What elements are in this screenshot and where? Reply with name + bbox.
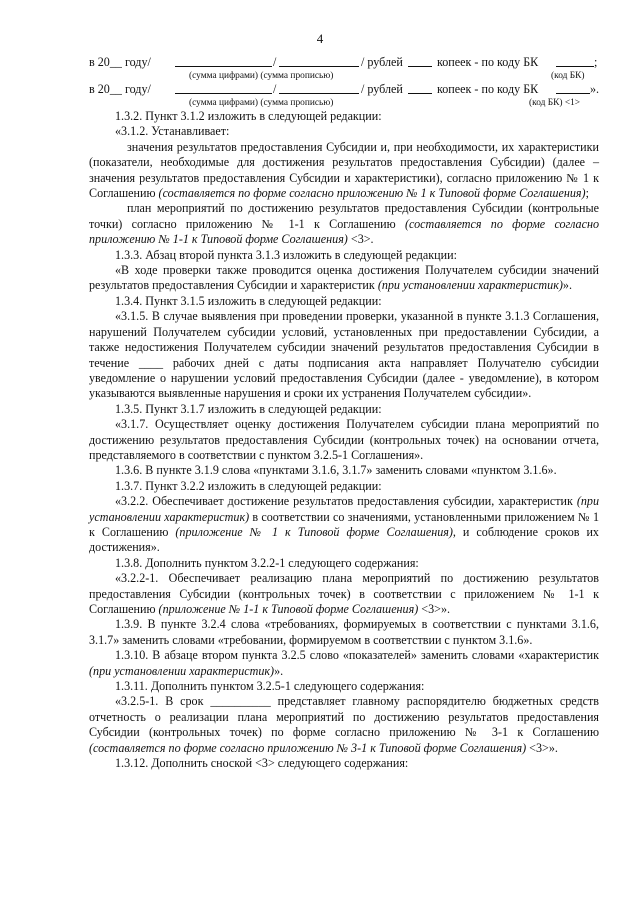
paragraph-text: в соответствии со значениями, установленными приложением № 1 к Соглашению xyxy=(89,509,599,539)
paragraph-text: «3.2.2. Обеспечивает достижение результатов предоставления субсидии, характеристик xyxy=(115,494,577,509)
paragraph-1-3-7 xyxy=(89,479,599,494)
paragraph-3-1-5-text xyxy=(89,309,599,401)
budget-line-1 xyxy=(89,55,599,69)
paragraph-3-1-2-plan xyxy=(89,201,599,247)
paragraph-text: , и соблюдение сроков их достижения». xyxy=(89,524,599,555)
paragraph-text: 1.3.11. Дополнить пунктом 3.2.5-1 следующего содержания: xyxy=(115,679,425,694)
paragraph-text: ». xyxy=(562,278,572,293)
budget-line-2-kop-blank xyxy=(408,82,432,94)
paragraph-text: 1.3.12. Дополнить сноской <3> следующего содержания: xyxy=(115,756,409,771)
paragraph-1-3-9 xyxy=(89,617,599,648)
budget-line-1-caption-sum: (сумма цифрами) (сумма прописью) xyxy=(189,71,334,81)
paragraph-italic-note: (приложение № 1-1 к Типовой форме Соглашения) xyxy=(158,602,419,616)
paragraph-text: 1.3.10. В абзаце втором пункта 3.2.5 слово «показателей» заменить словами «характеристик xyxy=(115,648,599,663)
budget-line-2-kop: копеек - по коду БК xyxy=(437,82,539,96)
paragraph-3-1-2-intro xyxy=(89,124,599,139)
paragraph-1-3-4 xyxy=(89,294,599,309)
budget-line-1-kbk-blank xyxy=(556,55,594,67)
paragraph-text: «В ходе проверки также проводится оценка достижения Получателем субсидии значений результатов предоставления Субсидии и характеристик xyxy=(89,263,599,293)
budget-line-1-sum-digits-blank xyxy=(175,55,272,67)
paragraph-text: ; xyxy=(585,186,589,201)
paragraph-1-3-12 xyxy=(89,756,599,771)
paragraph-text: «3.1.5. В случае выявления при проведении проверки, указанной в пункте 3.1.3 Соглашения, нарушений Получателем субсидии условий, установленных при предоставлении Субсидии, а также недостижения Получателем субсидии значений результатов предоставления Субсидии в течение ____ рабочих дней с даты подписания акта направляет Получателю субсидии уведомление о нарушении условий предоставления Субсидии (далее - уведомление), в котором указываются выявленные нарушения и сроки их устранения Получателем субсидии». xyxy=(89,309,599,401)
paragraph-text: ». xyxy=(274,663,284,678)
budget-line-2-sep: / xyxy=(273,82,277,96)
paragraph-1-3-10 xyxy=(89,648,599,679)
budget-line-2-caption-kbk: (код БК) <1> xyxy=(529,98,581,108)
paragraph-text: 1.3.9. В пункте 3.2.4 слова «требованиях, формируемых в соответствии с пунктами 3.1.6, 3.1.7» заменить словами «требовании, формируемом в соответствии с пунктом 3.1.6». xyxy=(89,617,599,647)
paragraph-text: 1.3.8. Дополнить пунктом 3.2.2-1 следующего содержания: xyxy=(115,555,419,570)
paragraph-italic-note: (при установлении характеристик) xyxy=(377,278,563,293)
paragraph-text: 1.3.6. В пункте 3.1.9 слова «пунктами 3.1.6, 3.1.7» заменить словами «пунктом 3.1.6». xyxy=(115,463,557,478)
document-body xyxy=(89,55,599,771)
budget-line-1-kop: копеек - по коду БК xyxy=(437,55,539,69)
paragraph-italic-note: (при установлении характеристик) xyxy=(89,663,275,678)
paragraph-italic-note: (составляется по форме согласно приложению № 1 к Типовой форме Соглашения) xyxy=(158,186,586,201)
paragraph-italic-note: (составляется по форме согласно приложению № 1-1 к Типовой форме Соглашения) xyxy=(89,216,599,247)
paragraph-text: <3>». xyxy=(418,602,451,616)
paragraph-3-1-7-text xyxy=(89,417,599,463)
paragraph-italic-note: (при установлении характеристик) xyxy=(89,494,599,524)
budget-line-1-kop-blank xyxy=(408,55,432,67)
paragraph-3-1-2-values xyxy=(89,140,599,202)
budget-line-2-year: в 20__ году/ xyxy=(89,82,151,96)
paragraph-text: <3>. xyxy=(347,232,374,247)
paragraph-1-3-3 xyxy=(89,248,599,263)
budget-line-2-caption-sum: (сумма цифрами) (сумма прописью) xyxy=(189,98,334,108)
paragraph-text: 1.3.5. Пункт 3.1.7 изложить в следующей редакции: xyxy=(115,401,382,416)
paragraph-3-2-5-1-text xyxy=(89,694,599,756)
budget-line-2-rub: / рублей xyxy=(361,82,403,96)
paragraph-text: 1.3.4. Пункт 3.1.5 изложить в следующей редакции: xyxy=(115,293,382,308)
budget-line-2-end: ». xyxy=(590,82,600,96)
paragraph-1-3-5 xyxy=(89,402,599,417)
budget-line-2-sum-words-blank xyxy=(279,82,359,94)
paragraph-1-3-11 xyxy=(89,679,599,694)
budget-line-1-end: ; xyxy=(594,55,598,69)
paragraph-italic-note: (составляется по форме согласно приложению № 3-1 к Типовой форме Соглашения) xyxy=(89,740,527,755)
budget-line-2-sum-digits-blank xyxy=(175,82,272,94)
paragraph-1-3-2 xyxy=(89,109,599,124)
budget-line-1-sep: / xyxy=(273,55,277,69)
paragraph-text: «3.2.5-1. В срок __________ представляет главному распорядителю бюджетных средств отчетность о реализации плана мероприятий по достижению результатов предоставления Субсидии (контрольных точек) по форме согласно приложению № 3-1 к Соглашению xyxy=(89,694,599,740)
budget-line-1-sum-words-blank xyxy=(279,55,359,67)
budget-line-2-kbk-blank xyxy=(556,82,590,94)
paragraph-text: «3.1.2. Устанавливает: xyxy=(115,124,230,139)
paragraph-3-2-2-1-text xyxy=(89,571,599,617)
paragraph-text: 1.3.7. Пункт 3.2.2 изложить в следующей редакции: xyxy=(115,478,382,493)
paragraph-text: «3.2.2-1. Обеспечивает реализацию плана мероприятий по достижению результатов предоставления Субсидии (контрольных точек) в соответствии с приложением № 1-1 к Соглашению xyxy=(89,571,599,616)
budget-line-1-captions xyxy=(89,69,599,82)
paragraph-text: 1.3.2. Пункт 3.1.2 изложить в следующей редакции: xyxy=(115,109,382,123)
budget-line-2 xyxy=(89,82,599,96)
paragraph-text: 1.3.3. Абзац второй пункта 3.1.3 изложить в следующей редакции: xyxy=(115,247,457,262)
page-number: 4 xyxy=(316,31,324,46)
paragraph-text: <3>». xyxy=(526,740,558,755)
paragraph-3-1-3-text xyxy=(89,263,599,294)
budget-line-2-captions xyxy=(89,96,599,109)
paragraph-text: значения результатов предоставления Субсидии и, при необходимости, их характеристики (показатели, необходимые для достижения результатов предоставления Субсидии) (далее – значения результатов предоставления Субсидии и характеристики), согласно приложению № 1 к Соглашению xyxy=(89,139,599,201)
paragraph-1-3-6 xyxy=(89,463,599,478)
budget-line-1-year: в 20__ году/ xyxy=(89,55,151,69)
paragraph-text: план мероприятий по достижению результатов предоставления Субсидии (контрольные точки) согласно приложению № 1-1 к Соглашению xyxy=(89,201,599,231)
paragraph-text: «3.1.7. Осуществляет оценку достижения Получателем субсидии плана мероприятий по достижению результатов предоставления Субсидии (контрольных точек) на основании отчета, представляемого в соответствии с пунктом 3.2.5-1 Соглашения». xyxy=(89,417,599,462)
paragraph-italic-note: (приложение № 1 к Типовой форме Соглашения) xyxy=(175,524,453,539)
budget-line-1-caption-kbk: (код БК) xyxy=(551,71,585,81)
paragraph-3-2-2-text xyxy=(89,494,599,556)
paragraph-1-3-8 xyxy=(89,556,599,571)
budget-line-1-rub: / рублей xyxy=(361,55,403,69)
